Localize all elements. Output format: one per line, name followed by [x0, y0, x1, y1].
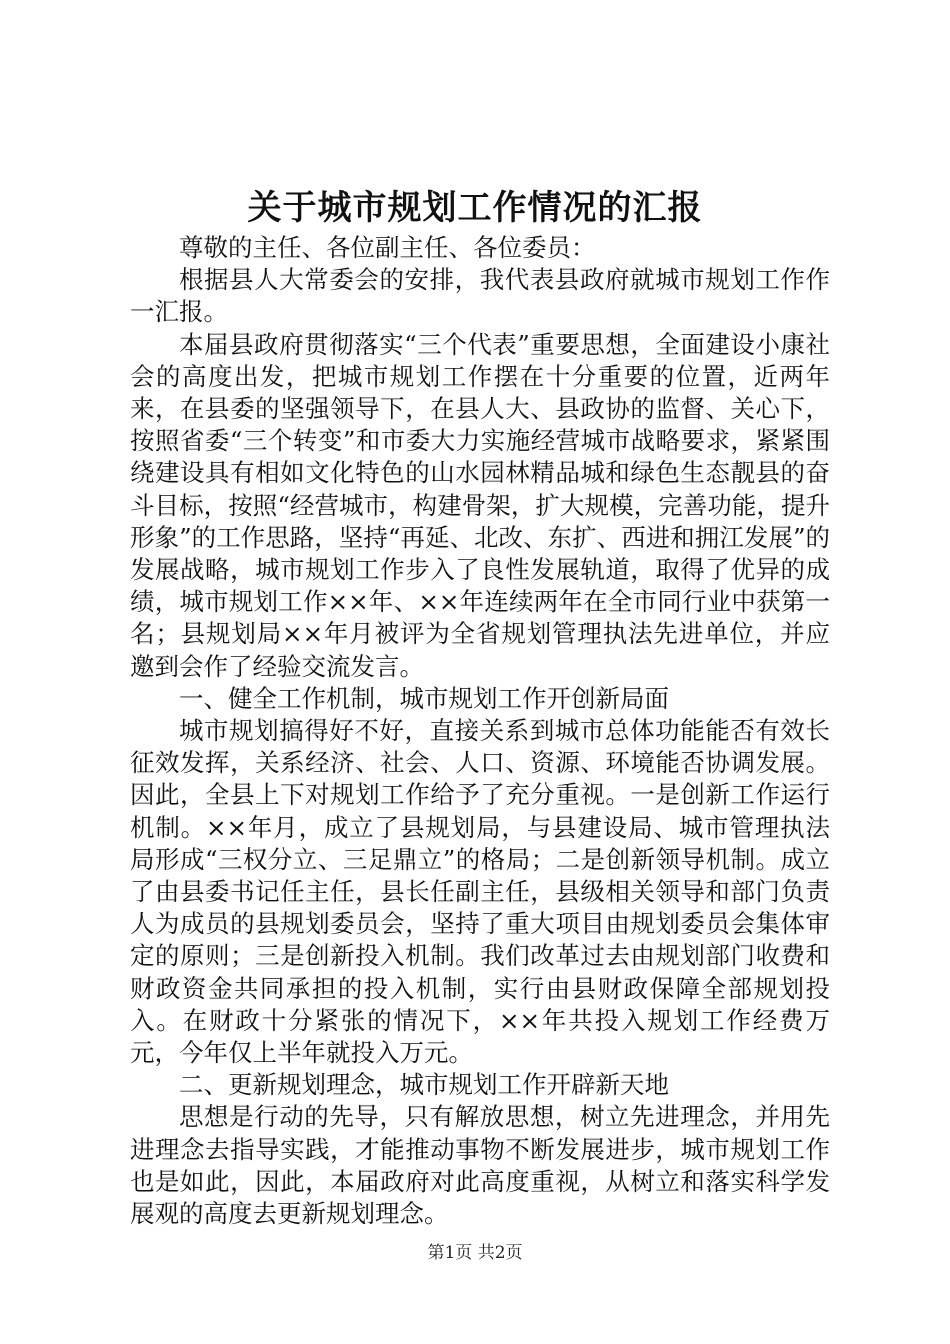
document-title: 关于城市规划工作情况的汇报 [247, 188, 703, 228]
salutation-paragraph: 尊敬的主任、各位副主任、各位委员： [179, 233, 596, 262]
overview-paragraph: 本届县政府贯彻落实“三个代表”重要思想，全面建设小康社会的高度出发，把城市规划工作摆在十分重要的位置，近两年来，在县委的坚强领导下，在县人大、县政协的监督、关心下，按照省委“三个转变”和市委大力实施经营城市战略要求，紧紧围绕建设具有相如文化特色的山水园林精品城和绿色生态靓县的奋斗目标，按照“经营城市，构建骨架，扩大规模，完善功能，提升形象”的工作思路，坚持“再延、北改、东扩、西进和拥江发展”的发展战略，城市规划工作步入了良性发展轨道，取得了优异的成绩，城市规划工作××年、××年连续两年在全市同行业中获第一名；县规划局××年月被评为全省规划管理执法先进单位，并应邀到会作了经验交流发言。 [130, 329, 830, 681]
page-number-footer: 第1页 共2页 [427, 1243, 523, 1263]
intro-paragraph: 根据县人大常委会的安排，我代表县政府就城市规划工作作一汇报。 [130, 265, 830, 327]
section-1-paragraph: 城市规划搞得好不好，直接关系到城市总体功能能否有效长征效发挥，关系经济、社会、人口、资源、环境能否协调发展。因此，全县上下对规划工作给予了充分重视。一是创新工作运行机制。××年月，成立了县规划局，与县建设局、城市管理执法局形成“三权分立、三足鼎立”的格局；二是创新领导机制。成立了由县委书记任主任，县长任副主任，县级相关领导和部门负责人为成员的县规划委员会，坚持了重大项目由规划委员会集体审定的原则；三是创新投入机制。我们改革过去由规划部门收费和财政资金共同承担的投入机制，实行由县财政保障全部规划投入。在财政十分紧张的情况下，××年共投入规划工作经费万元，今年仅上半年就投入万元。 [130, 716, 830, 1068]
document-body [130, 232, 830, 1230]
section-heading-2: 二、更新规划理念，城市规划工作开辟新天地 [179, 1070, 669, 1100]
section-heading-1: 一、健全工作机制，城市规划工作开创新局面 [179, 683, 669, 713]
section-2-paragraph: 思想是行动的先导，只有解放思想，树立先进理念，并用先进理念去指导实践，才能推动事物不断发展进步，城市规划工作也是如此，因此，本届政府对此高度重视，从树立和落实科学发展观的高度去更新规划理念。 [130, 1102, 830, 1229]
